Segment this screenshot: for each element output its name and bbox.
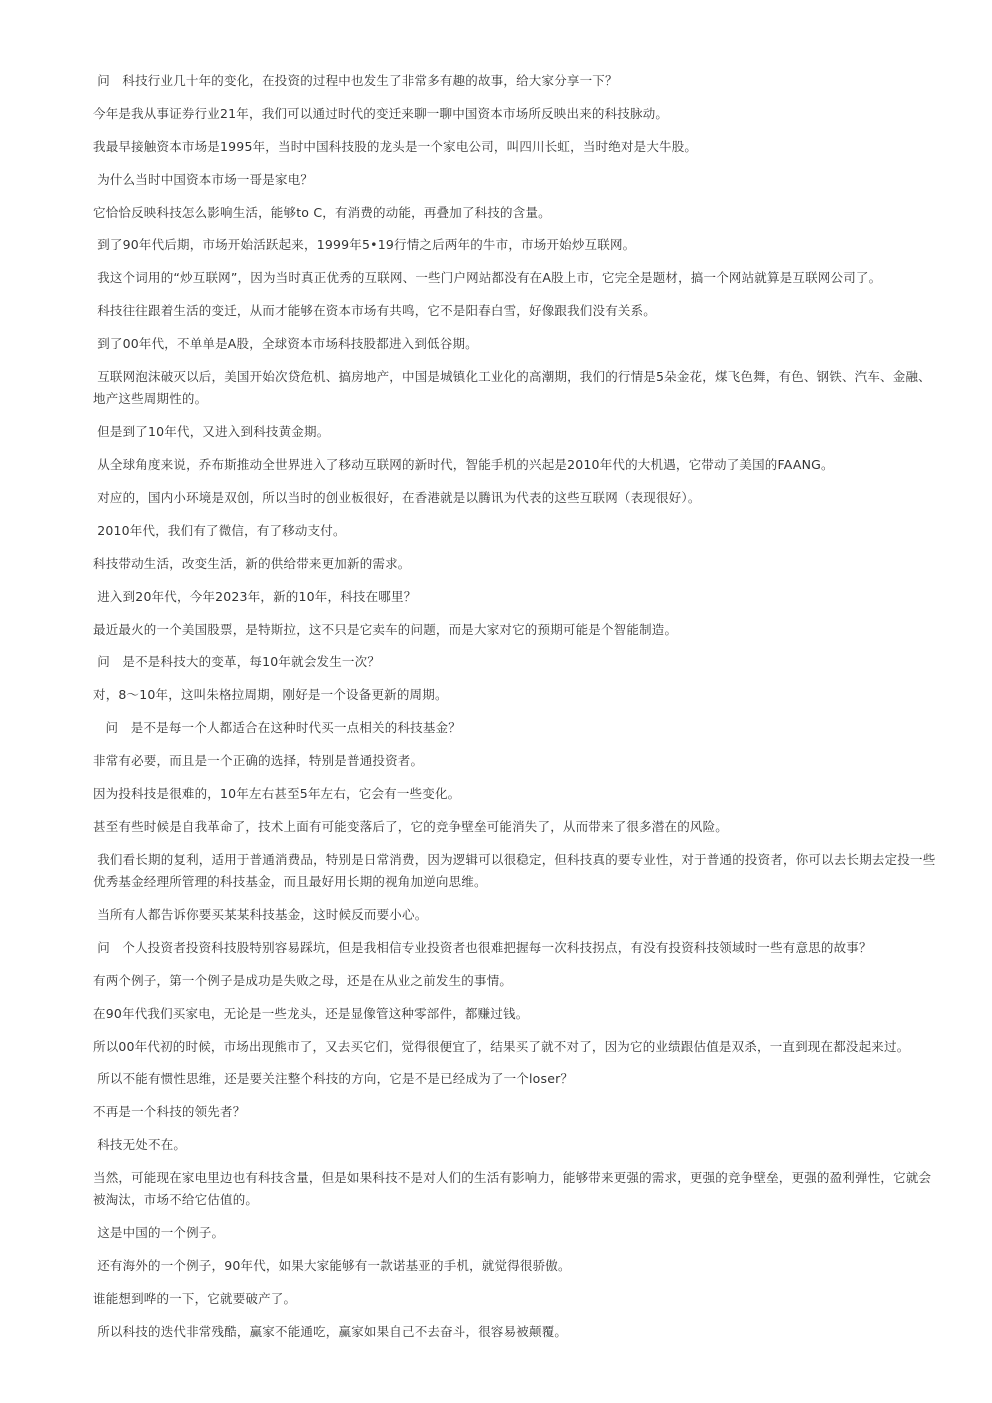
paragraph: 不再是一个科技的领先者？ bbox=[93, 1104, 246, 1120]
paragraph: 谁能想到哗的一下，它就要破产了。 bbox=[93, 1291, 297, 1307]
paragraph: 我最早接触资本市场是1995年，当时中国科技股的龙头是一个家电公司，叫四川长虹，当时绝对是大牛股。 bbox=[93, 138, 698, 154]
paragraph: 2010年代，我们有了微信，有了移动支付。 bbox=[93, 522, 346, 538]
paragraph: 甚至有些时候是自我革命了，技术上面有可能变落后了，它的竞争壁垒可能消失了，从而带来了很多潜在的风险。 bbox=[93, 818, 729, 834]
paragraph: 科技往往跟着生活的变迁，从而才能够在资本市场有共鸣，它不是阳春白雪，好像跟我们没有关系。 bbox=[93, 303, 656, 319]
paragraph: 问 科技行业几十年的变化，在投资的过程中也发生了非常多有趣的故事，给大家分享一下？ bbox=[93, 73, 618, 88]
paragraph: 所以00年代初的时候，市场出现熊市了，又去买它们，觉得很便宜了，结果买了就不对了，因为它的业绩跟估值是双杀，一直到现在都没起来过。 bbox=[93, 1038, 910, 1054]
paragraph: 因为投科技是很难的，10年左右甚至5年左右，它会有一些变化。 bbox=[93, 786, 461, 801]
paragraph: 科技带动生活，改变生活，新的供给带来更加新的需求。 bbox=[93, 555, 411, 571]
paragraph: 为什么当时中国资本市场一哥是家电？ bbox=[93, 171, 314, 187]
paragraph: 这是中国的一个例子。 bbox=[93, 1225, 225, 1241]
paragraph: 今年是我从事证券行业21年，我们可以通过时代的变迁来聊一聊中国资本市场所反映出来的科技脉动。 bbox=[93, 105, 669, 121]
paragraph: 问 是不是科技大的变革，每10年就会发生一次？ bbox=[93, 654, 381, 670]
paragraph: 到了00年代，不单单是A股，全球资本市场科技股都进入到低谷期。 bbox=[93, 336, 478, 352]
paragraph: 所以科技的迭代非常残酷，赢家不能通吃，赢家如果自己不去奋斗，很容易被颠覆。 bbox=[93, 1323, 568, 1339]
paragraph: 对应的，国内小环境是双创，所以当时的创业板很好，在香港就是以腾讯为代表的这些互联网（表现很好）。 bbox=[93, 489, 701, 505]
paragraph: 当所有人都告诉你要买某某科技基金，这时候反而要小心。 bbox=[93, 906, 428, 922]
paragraph: 科技无处不在。 bbox=[93, 1137, 187, 1153]
paragraph: 对，8～10年，这叫朱格拉周期，刚好是一个设备更新的周期。 bbox=[93, 687, 448, 703]
paragraph: 到了90年代后期，市场开始活跃起来，1999年5•19行情之后两年的牛市，市场开始炒互联网。 bbox=[93, 237, 636, 253]
paragraph: 问 个人投资者投资科技股特别容易踩坑，但是我相信专业投资者也很难把握每一次科技拐点，有没有投资科技领域时一些有意思的故事？ bbox=[93, 939, 872, 955]
paragraph: 当然，可能现在家电里边也有科技含量，但是如果科技不是对人们的生活有影响力，能够带来更强的需求，更强的竞争壁垒，更强的盈利弹性，它就会被淘汰，市场不给它估值的。 bbox=[93, 1170, 932, 1208]
paragraph: 我们看长期的复利，适用于普通消费品，特别是日常消费，因为逻辑可以很稳定，但科技真的要专业性，对于普通的投资者，你可以去长期去定投一些优秀基金经理所管理的科技基金，而且最好用长期的视角加逆向思维。 bbox=[93, 851, 936, 890]
paragraph: 进入到20年代，今年2023年，新的10年，科技在哪里？ bbox=[93, 588, 417, 604]
paragraph: 所以不能有惯性思维，还是要关注整个科技的方向，它是不是已经成为了一个loser？ bbox=[93, 1071, 574, 1087]
paragraph: 但是到了10年代，又进入到科技黄金期。 bbox=[93, 424, 330, 440]
paragraph: 互联网泡沫破灭以后，美国开始次贷危机、搞房地产，中国是城镇化工业化的高潮期，我们的行情是5朵金花，煤飞色舞，有色、钢铁、汽车、金融、地产这些周期性的。 bbox=[93, 369, 931, 407]
paragraph: 非常有必要，而且是一个正确的选择，特别是普通投资者。 bbox=[93, 753, 424, 769]
paragraph: 我这个词用的“炒互联网”，因为当时真正优秀的互联网、一些门户网站都没有在A股上市，它完全是题材，搞一个网站就算是互联网公司了。 bbox=[93, 270, 882, 286]
paragraph: 从全球角度来说，乔布斯推动全世界进入了移动互联网的新时代，智能手机的兴起是2010年代的大机遇，它带动了美国的FAANG。 bbox=[93, 457, 834, 473]
paragraph: 还有海外的一个例子，90年代，如果大家能够有一款诺基亚的手机，就觉得很骄傲。 bbox=[93, 1258, 571, 1274]
paragraph: 最近最火的一个美国股票，是特斯拉，这不只是它卖车的问题，而是大家对它的预期可能是个智能制造。 bbox=[93, 621, 678, 637]
paragraph: 它恰恰反映科技怎么影响生活，能够to C，有消费的动能，再叠加了科技的含量。 bbox=[93, 204, 551, 220]
paragraph: 在90年代我们买家电，无论是一些龙头，还是显像管这种零部件，都赚过钱。 bbox=[93, 1005, 529, 1021]
paragraph: 有两个例子，第一个例子是成功是失败之母，还是在从业之前发生的事情。 bbox=[93, 972, 513, 988]
paragraph: 问 是不是每一个人都适合在这种时代买一点相关的科技基金？ bbox=[93, 720, 461, 736]
document-body bbox=[93, 70, 943, 1354]
